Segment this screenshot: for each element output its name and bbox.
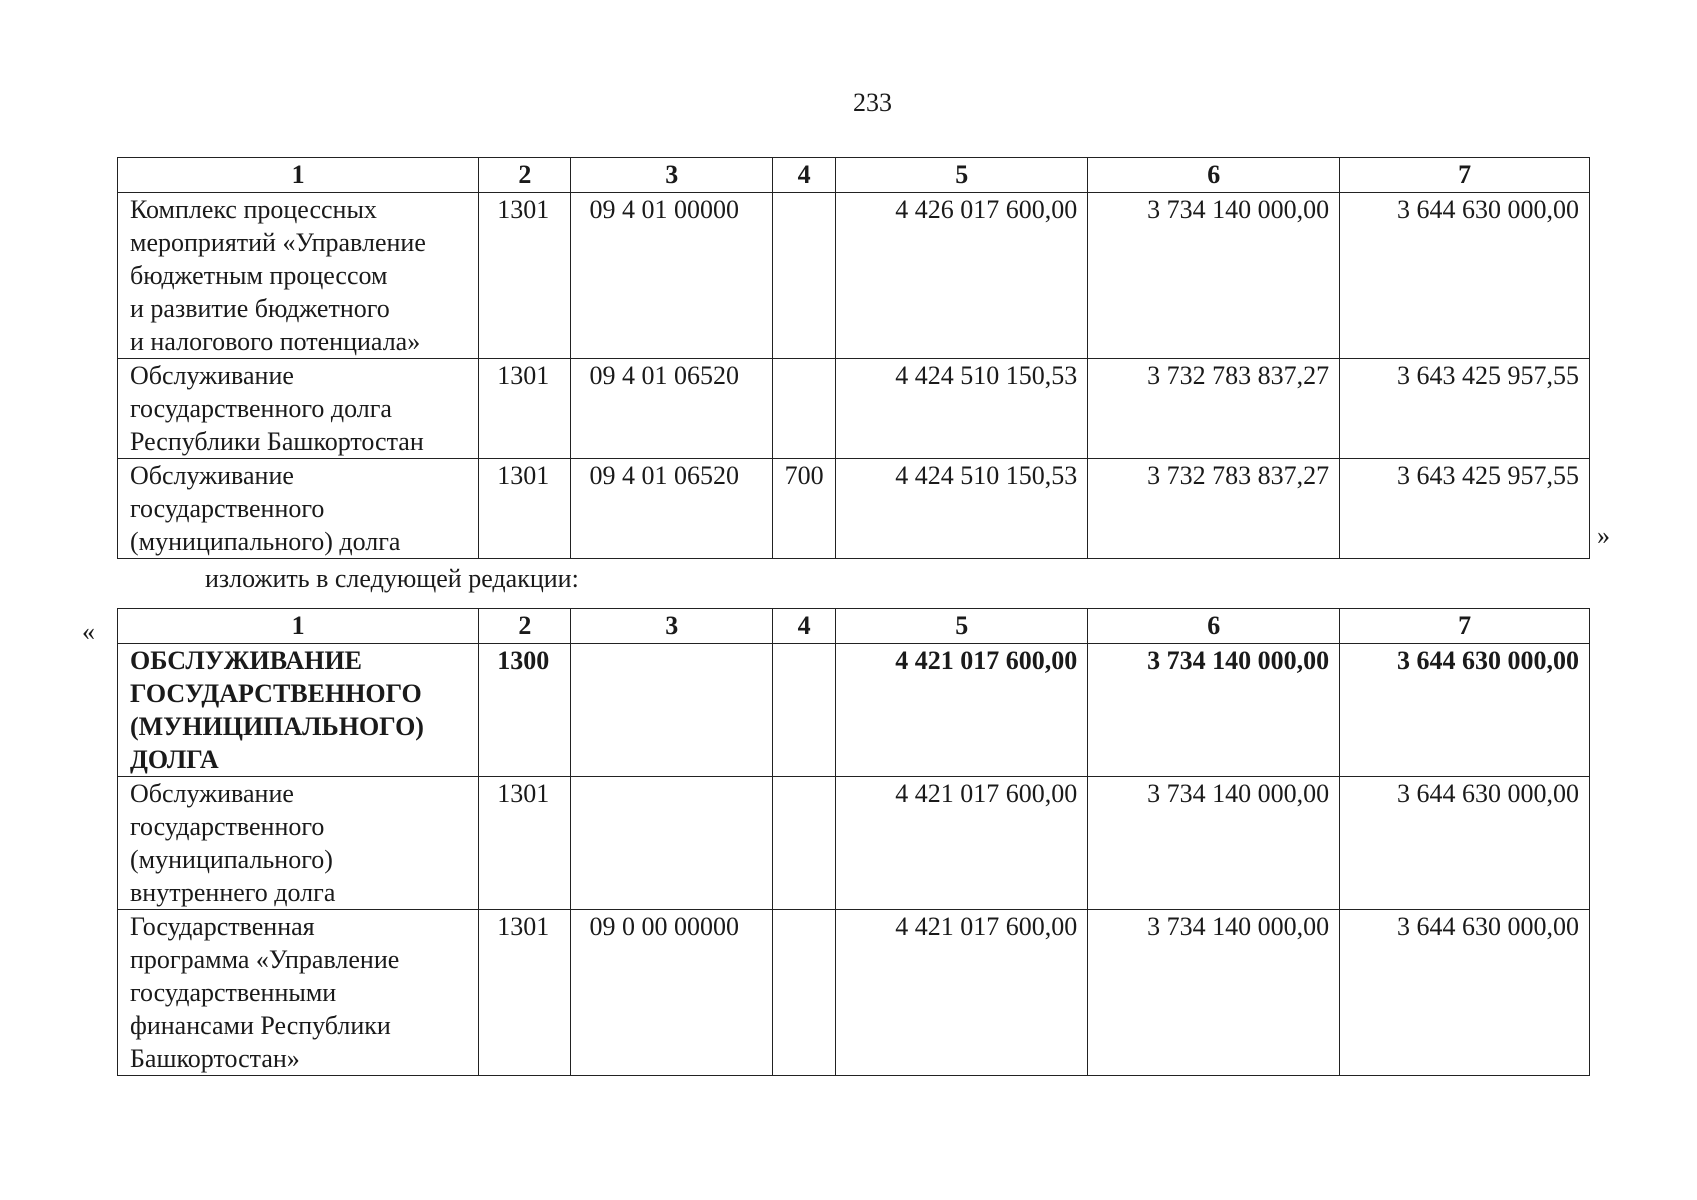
amount-year-1-cell: 4 426 017 600,00 bbox=[836, 193, 1088, 359]
expense-type-cell bbox=[773, 193, 836, 359]
column-header: 5 bbox=[836, 158, 1088, 193]
expense-type-cell: 700 bbox=[773, 459, 836, 559]
row-name-cell bbox=[118, 359, 479, 459]
row-name-line: государственного bbox=[130, 812, 325, 841]
column-header: 3 bbox=[571, 609, 773, 644]
amount-year-2-cell: 3 734 140 000,00 bbox=[1088, 193, 1340, 359]
section-code-cell: 1301 bbox=[479, 910, 571, 1076]
target-article-cell: 09 0 00 00000 bbox=[571, 910, 773, 1076]
row-name-line: Обслуживание bbox=[130, 361, 294, 390]
row-name-line: (муниципального) bbox=[130, 845, 333, 874]
table-row bbox=[118, 459, 1590, 559]
row-name-line: Республики Башкортостан bbox=[130, 427, 424, 456]
amount-year-3-cell: 3 643 425 957,55 bbox=[1340, 359, 1590, 459]
amount-year-3-cell: 3 643 425 957,55 bbox=[1340, 459, 1590, 559]
column-header: 7 bbox=[1340, 609, 1590, 644]
row-name-cell bbox=[118, 459, 479, 559]
row-name-line: Государственная bbox=[130, 912, 315, 941]
row-name-line: Комплекс процессных bbox=[130, 195, 377, 224]
target-article-cell: 09 4 01 06520 bbox=[571, 359, 773, 459]
column-header: 2 bbox=[479, 158, 571, 193]
section-code-cell: 1301 bbox=[479, 777, 571, 910]
column-header: 4 bbox=[773, 158, 836, 193]
amount-year-3-cell: 3 644 630 000,00 bbox=[1340, 910, 1590, 1076]
column-header: 7 bbox=[1340, 158, 1590, 193]
amount-year-1-cell: 4 421 017 600,00 bbox=[836, 910, 1088, 1076]
row-name-line: государственного bbox=[130, 494, 325, 523]
target-article-cell bbox=[571, 777, 773, 910]
expense-type-cell bbox=[773, 359, 836, 459]
row-name-line: Обслуживание bbox=[130, 461, 294, 490]
amount-year-3-cell: 3 644 630 000,00 bbox=[1340, 644, 1590, 777]
amount-year-2-cell: 3 734 140 000,00 bbox=[1088, 644, 1340, 777]
row-name-cell bbox=[118, 777, 479, 910]
row-name-line: бюджетным процессом bbox=[130, 261, 388, 290]
row-name-line: внутреннего долга bbox=[130, 878, 336, 907]
column-header: 2 bbox=[479, 609, 571, 644]
row-name-cell bbox=[118, 644, 479, 777]
budget-table-new bbox=[117, 608, 1590, 1076]
column-header: 6 bbox=[1088, 609, 1340, 644]
amount-year-1-cell: 4 421 017 600,00 bbox=[836, 777, 1088, 910]
instruction-text: изложить в следующей редакции: bbox=[205, 564, 579, 593]
row-name-line: финансами Республики bbox=[130, 1011, 391, 1040]
table-header-row bbox=[118, 609, 1590, 644]
row-name-line: и развитие бюджетного bbox=[130, 294, 390, 323]
row-name-line: Обслуживание bbox=[130, 779, 294, 808]
row-name-line: программа «Управление bbox=[130, 945, 400, 974]
table-row bbox=[118, 359, 1590, 459]
amount-year-1-cell: 4 421 017 600,00 bbox=[836, 644, 1088, 777]
table-row bbox=[118, 193, 1590, 359]
row-name-cell bbox=[118, 910, 479, 1076]
column-header: 5 bbox=[836, 609, 1088, 644]
amount-year-1-cell: 4 424 510 150,53 bbox=[836, 359, 1088, 459]
column-header: 1 bbox=[118, 158, 479, 193]
section-code-cell: 1301 bbox=[479, 359, 571, 459]
row-name-cell bbox=[118, 193, 479, 359]
target-article-cell: 09 4 01 06520 bbox=[571, 459, 773, 559]
table-row bbox=[118, 644, 1590, 777]
table-body bbox=[118, 193, 1590, 559]
row-name-line: и налогового потенциала» bbox=[130, 327, 421, 356]
column-header: 3 bbox=[571, 158, 773, 193]
target-article-cell: 09 4 01 00000 bbox=[571, 193, 773, 359]
amount-year-2-cell: 3 732 783 837,27 bbox=[1088, 359, 1340, 459]
row-name-line: ДОЛГА bbox=[130, 745, 219, 774]
table-header-row bbox=[118, 158, 1590, 193]
table-row bbox=[118, 910, 1590, 1076]
expense-type-cell bbox=[773, 644, 836, 777]
page-number: 233 bbox=[853, 88, 892, 117]
row-name-line: мероприятий «Управление bbox=[130, 228, 426, 257]
section-code-cell: 1301 bbox=[479, 193, 571, 359]
expense-type-cell bbox=[773, 777, 836, 910]
row-name-line: государственными bbox=[130, 978, 337, 1007]
amount-year-1-cell: 4 424 510 150,53 bbox=[836, 459, 1088, 559]
section-code-cell: 1301 bbox=[479, 459, 571, 559]
row-name-line: Башкортостан» bbox=[130, 1044, 300, 1073]
amount-year-3-cell: 3 644 630 000,00 bbox=[1340, 777, 1590, 910]
row-name-line: государственного долга bbox=[130, 394, 392, 423]
column-header: 1 bbox=[118, 609, 479, 644]
target-article-cell bbox=[571, 644, 773, 777]
opening-quote: « bbox=[82, 617, 95, 646]
section-code-cell: 1300 bbox=[479, 644, 571, 777]
column-header: 6 bbox=[1088, 158, 1340, 193]
amount-year-2-cell: 3 734 140 000,00 bbox=[1088, 910, 1340, 1076]
budget-table-old bbox=[117, 157, 1590, 559]
table-body bbox=[118, 644, 1590, 1076]
amount-year-2-cell: 3 734 140 000,00 bbox=[1088, 777, 1340, 910]
amount-year-2-cell: 3 732 783 837,27 bbox=[1088, 459, 1340, 559]
column-header: 4 bbox=[773, 609, 836, 644]
amount-year-3-cell: 3 644 630 000,00 bbox=[1340, 193, 1590, 359]
closing-quote: » bbox=[1597, 521, 1610, 550]
row-name-line: (МУНИЦИПАЛЬНОГО) bbox=[130, 712, 424, 741]
table-row bbox=[118, 777, 1590, 910]
row-name-line: ГОСУДАРСТВЕННОГО bbox=[130, 679, 422, 708]
row-name-line: ОБСЛУЖИВАНИЕ bbox=[130, 646, 363, 675]
row-name-line: (муниципального) долга bbox=[130, 527, 401, 556]
expense-type-cell bbox=[773, 910, 836, 1076]
